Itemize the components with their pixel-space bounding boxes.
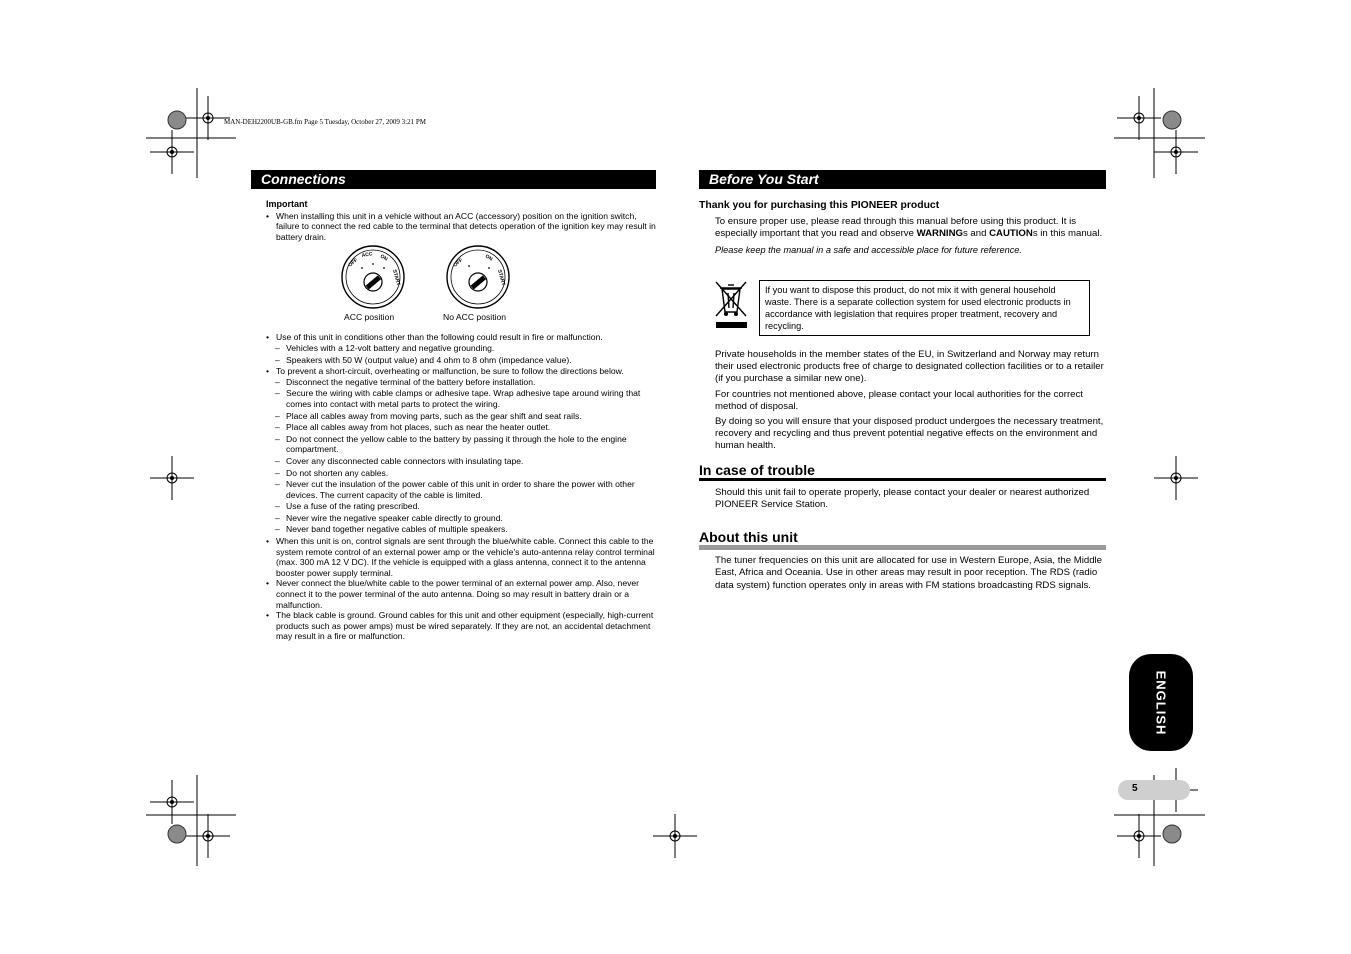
bullet-ground: • The black cable is ground. Ground cables for this unit and other equipment (especially, high-current products such as power amps) must be wired separately. If they are not, an accidental detachment may result in a fire or malfunction.	[251, 610, 656, 642]
section-title-connections	[251, 170, 656, 189]
intro-text-c: s in this manual.	[1032, 228, 1103, 240]
dash-item: – Do not shorten any cables.	[251, 468, 656, 479]
bullet-use	[251, 332, 656, 365]
about-section	[699, 531, 1106, 592]
dash-item: – Never cut the insulation of the power cable of this unit in order to share the power with other devices. The current capacity of the cable is limited.	[251, 479, 656, 500]
dash-item: – Place all cables away from moving parts, such as the gear shift and seat rails.	[251, 411, 656, 422]
connections-content	[251, 199, 656, 642]
noacc-label-start: START	[496, 269, 507, 287]
file-header: MAN-DEH2200UB-GB.fm Page 5 Tuesday, October 27, 2009 3:21 PM	[224, 118, 426, 126]
bullet-prevent-text: To prevent a short-circuit, overheating or malfunction, be sure to follow the directions below.	[276, 366, 624, 377]
dash-item: – Cover any disconnected cable connectors with insulating tape.	[251, 456, 656, 467]
noacc-label-on: ON	[484, 253, 494, 263]
dash-item: – Place all cables away from hot places, such as near the heater outlet.	[251, 422, 656, 433]
dash-item: – Use a fuse of the rating prescribed.	[251, 501, 656, 512]
no-acc-ignition-switch-icon	[445, 244, 511, 310]
keep-manual-note: Please keep the manual in a safe and accessible place for future reference.	[715, 244, 1022, 255]
page-number: 5	[1132, 783, 1138, 794]
bullet-never-connect: • Never connect the blue/white cable to the power terminal of an external power amp. Also, never connect it to the power terminal of the auto antenna. Doing so may result in battery drain or a malfunction.	[251, 578, 656, 610]
page-number-tab	[1118, 780, 1190, 800]
dash-item: – Secure the wiring with cable clamps or adhesive tape. Wrap adhesive tape around wiring that comes into contact with metal parts to protect the wiring.	[251, 388, 656, 409]
acc-label-off: OFF	[347, 257, 359, 269]
disposal-block	[699, 349, 1106, 453]
warning-word: WARNING	[916, 228, 963, 240]
weee-crossed-bin-icon	[713, 280, 749, 330]
acc-label-acc: ACC	[361, 251, 374, 260]
weee-notice-box: If you want to dispose this product, do not mix it with general household waste. There is a separate collection system for used electronic products in accordance with legislation that requires proper treatment, recovery and recycling.	[759, 280, 1090, 336]
about-heading: About this unit	[699, 531, 1106, 550]
ignition-figures	[251, 244, 656, 328]
use-list	[251, 332, 656, 642]
language-tab	[1129, 654, 1193, 751]
thanks-heading: Thank you for purchasing this PIONEER product	[699, 200, 940, 211]
important-label: Important	[266, 199, 308, 209]
dash-item: – Never band together negative cables of multiple speakers.	[251, 524, 656, 535]
trouble-paragraph: Should this unit fail to operate properly, please contact your dealer or nearest authorized PIONEER Service Station.	[715, 487, 1090, 511]
dash-item: – Disconnect the negative terminal of the battery before installation.	[251, 377, 656, 388]
intro-block	[699, 200, 1106, 256]
noacc-label-off: OFF	[452, 257, 464, 269]
trouble-heading: In case of trouble	[699, 464, 1106, 481]
caution-word: CAUTION	[989, 228, 1033, 240]
intro-paragraph	[715, 216, 1106, 240]
intro-text-a: To ensure proper use, please read through this manual before using this product. It is especially important that you read and observe	[715, 216, 1077, 240]
language-tab-label: ENGLISH	[1153, 670, 1169, 735]
dash-item: – Do not connect the yellow cable to the battery by passing it through the hole to the engine compartment.	[251, 434, 656, 455]
no-acc-caption: No ACC position	[443, 312, 507, 323]
acc-ignition-switch-icon	[340, 244, 406, 310]
bullet-prevent	[251, 366, 656, 535]
bullet-use-text: Use of this unit in conditions other than the following could result in fire or malfunction.	[276, 332, 603, 343]
use-dash-list	[251, 343, 656, 365]
important-list	[251, 211, 656, 243]
acc-label-start: START	[391, 269, 402, 287]
dash-item: – Vehicles with a 12-volt battery and negative grounding.	[251, 343, 656, 354]
prevent-dash-list	[251, 377, 656, 535]
section-title-text: Before You Start	[709, 171, 819, 187]
important-bullet: • When installing this unit in a vehicle without an ACC (accessory) position on the ignition switch, failure to connect the red cable to the terminal that detects operation of the ignition key may result in battery drain.	[251, 211, 656, 243]
other-countries-paragraph: For countries not mentioned above, please contact your local authorities for the correct method of disposal.	[715, 388, 1083, 412]
ensure-paragraph: By doing so you will ensure that your disposed product undergoes the necessary treatment, recovery and recycling and thus prevent potential negative effects on the environment and human health.	[715, 416, 1104, 452]
dash-item: – Speakers with 50 W (output value) and 4 ohm to 8 ohm (impedance value).	[251, 355, 656, 366]
section-title-before-you-start	[699, 170, 1106, 189]
dash-item: – Never wire the negative speaker cable directly to ground.	[251, 513, 656, 524]
acc-label-on: ON	[379, 253, 389, 263]
about-paragraph: The tuner frequencies on this unit are allocated for use in Western Europe, Asia, the Middle East, Africa and Oceania. Use in other areas may result in poor reception. The RDS (radio data system) function operates only in areas with FM stations broadcasting RDS signals.	[715, 555, 1102, 591]
trouble-section	[699, 464, 1106, 512]
private-households-paragraph: Private households in the member states of the EU, in Switzerland and Norway may return their used electronic products free of charge to designated collection facilities or to a retailer (if you purchase a similar new one).	[715, 349, 1104, 385]
bullet-blue-white: • When this unit is on, control signals are sent through the blue/white cable. Connect this cable to the system remote control of an external power amp or the vehicle’s auto-antenna relay control terminal (max. 300 mA 12 V DC). If the vehicle is equipped with a glass antenna, connect it to the antenna booster power supply terminal.	[251, 536, 656, 578]
section-title-text: Connections	[261, 171, 346, 187]
acc-caption: ACC position	[344, 312, 395, 323]
intro-text-b: s and	[962, 228, 990, 240]
